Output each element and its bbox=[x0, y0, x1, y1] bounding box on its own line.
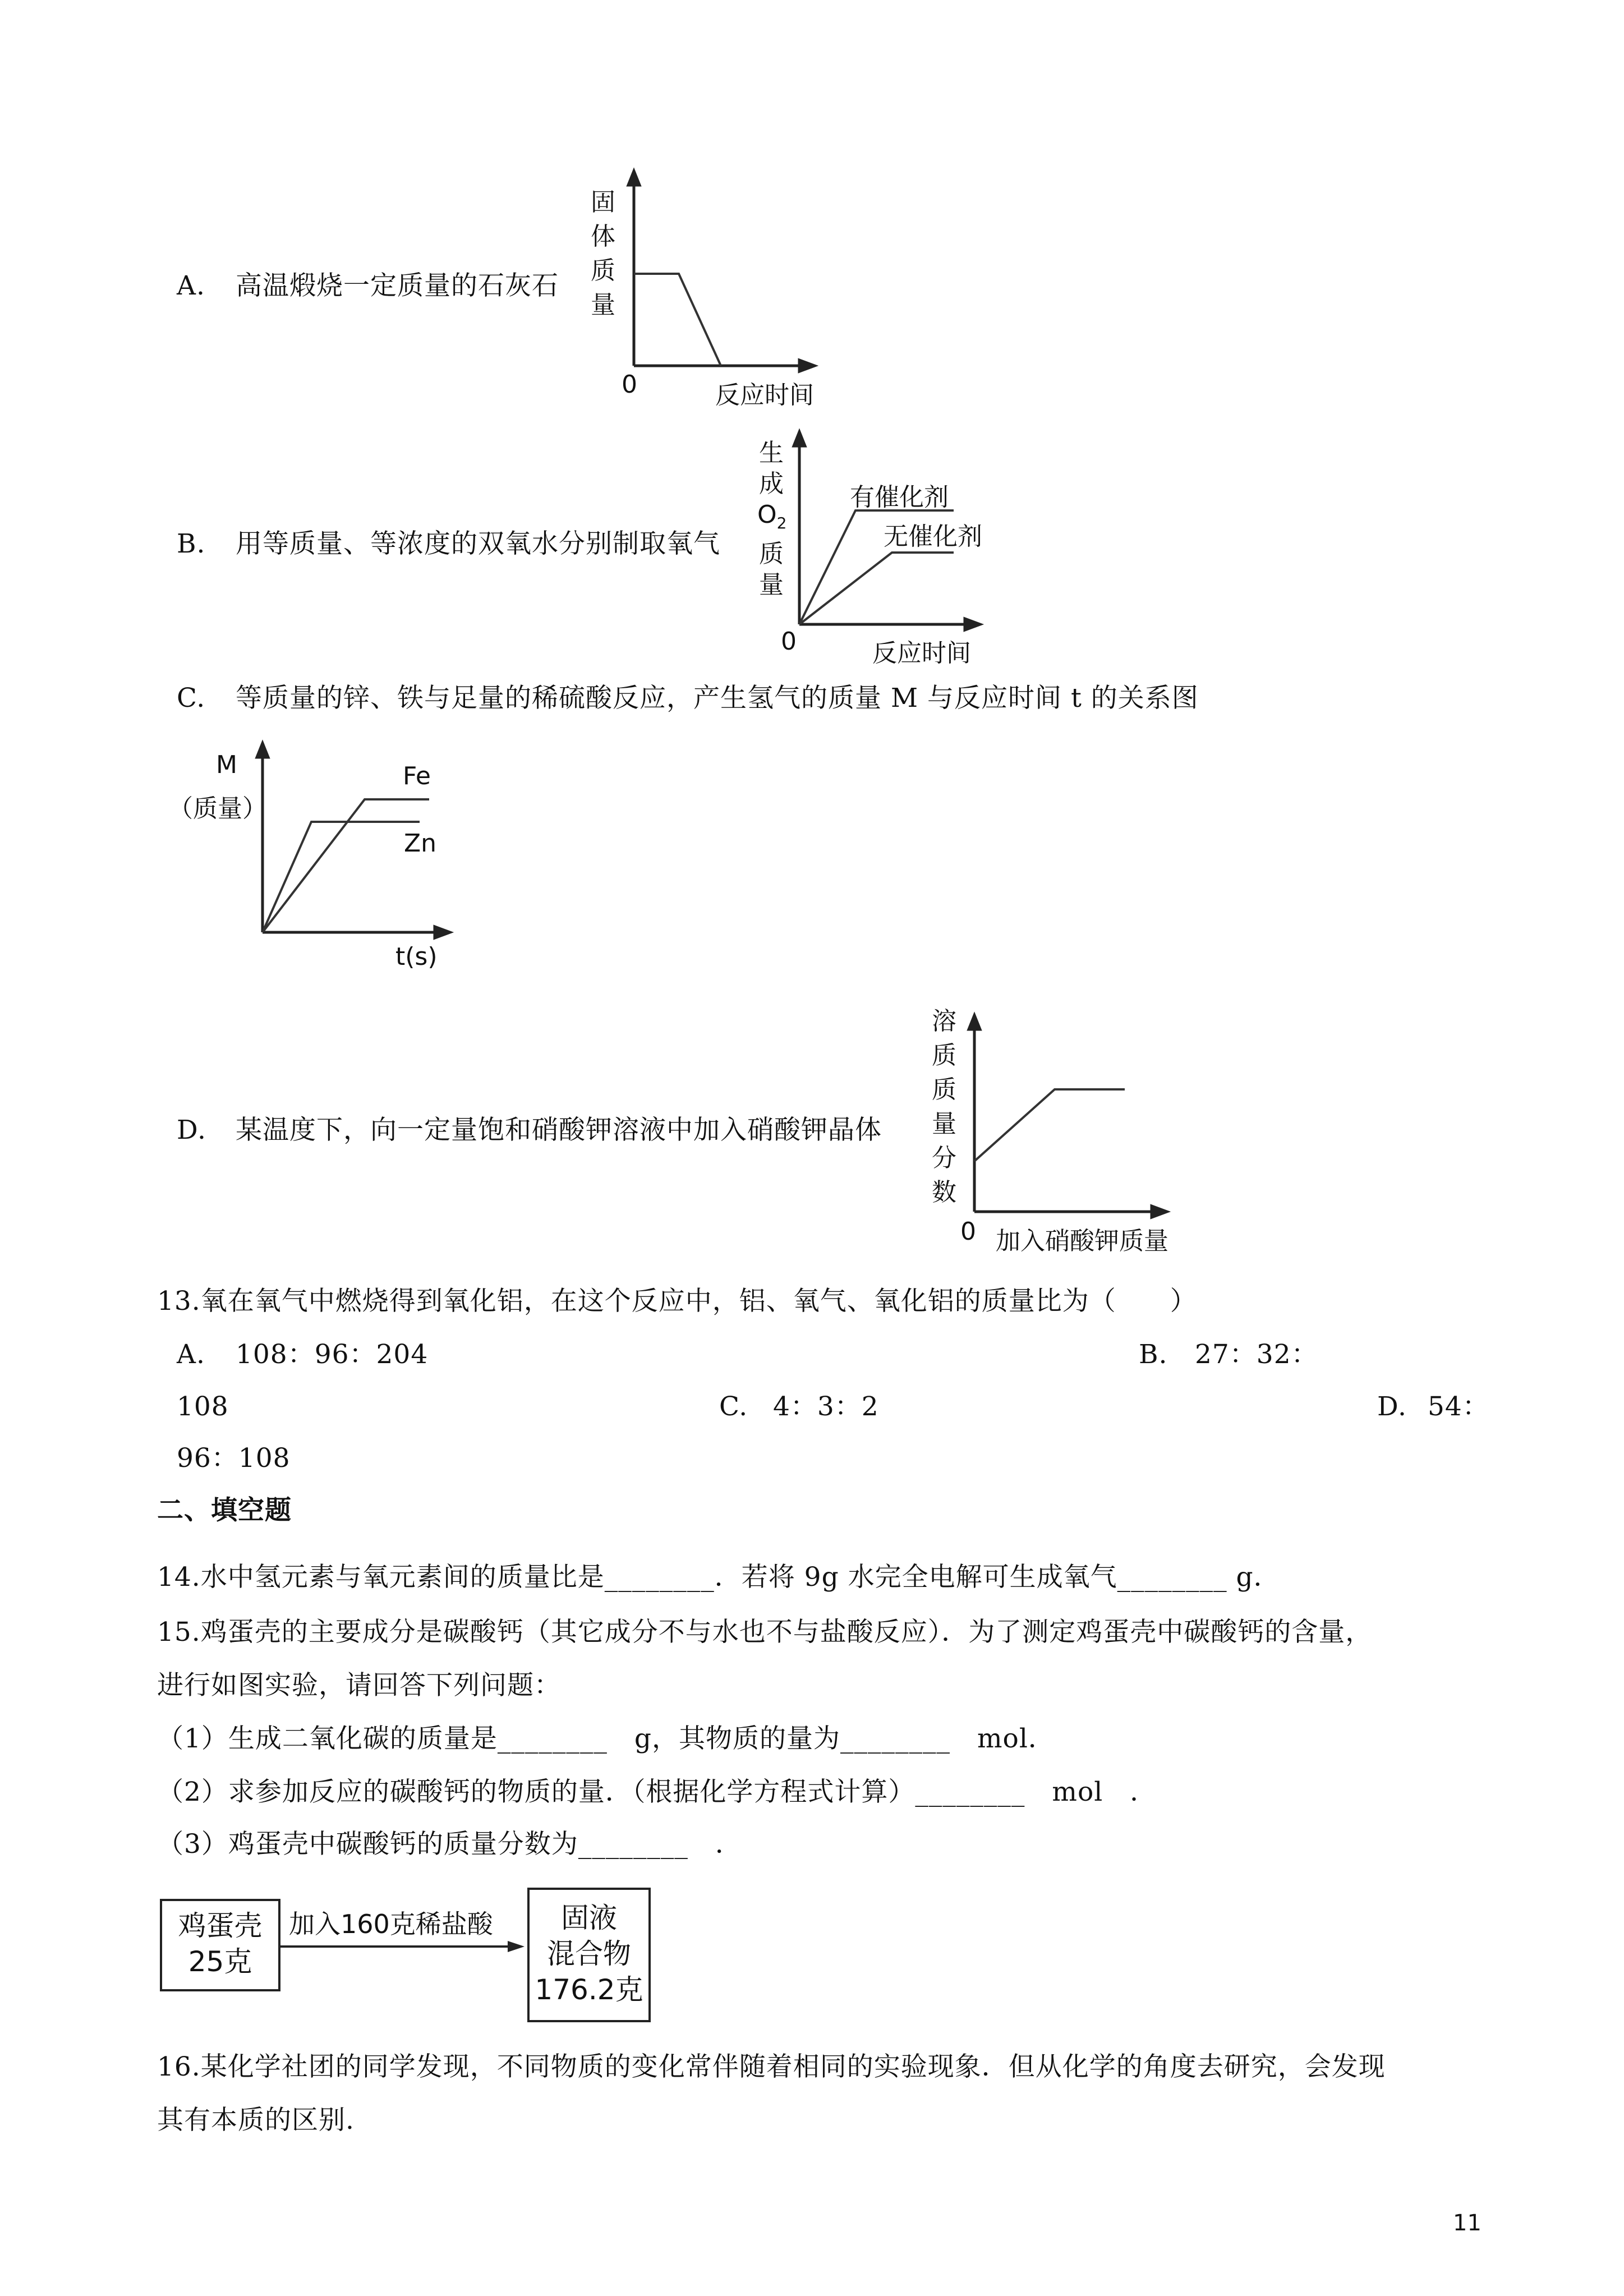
option-c-text: 等质量的锌、铁与足量的稀硫酸反应，产生氢气的质量 M 与反应时间 t 的关系图 bbox=[236, 683, 1199, 714]
chart-a-xlabel: 反应时间 bbox=[715, 381, 814, 409]
chart-d-x-arrow bbox=[1152, 1206, 1167, 1217]
chart-a-x-arrow bbox=[799, 360, 815, 371]
chart-a-origin: 0 bbox=[622, 370, 637, 399]
option-c-label: C. bbox=[177, 683, 206, 714]
q13-stem: 13.氧在氧气中燃烧得到氧化铝，在这个反应中，铝、氧气、氧化铝的质量比为（ ） bbox=[157, 1286, 1197, 1317]
q13-option-a-text: 108：96：204 bbox=[236, 1339, 429, 1370]
q15-sub-3: （3）鸡蛋壳中碳酸钙的质量分数为________ ． bbox=[157, 1829, 742, 1860]
q13-option-d-label: D. bbox=[1377, 1391, 1407, 1422]
q15-sub-2: （2）求参加反应的碳酸钙的物质的量．（根据化学方程式计算）________ mol ． bbox=[157, 1777, 1157, 1807]
diagram-box-mixture-line-2: 混合物 bbox=[547, 1938, 631, 1970]
q14-text: 14.水中氢元素与氧元素间的质量比是________．若将 9g 水完全电解可生成氧气________ g． bbox=[157, 1562, 1281, 1593]
chart-b-xlabel: 反应时间 bbox=[872, 639, 971, 668]
chart-c-legend-fe: Fe bbox=[403, 762, 431, 790]
diagram-box-eggshell bbox=[160, 1899, 280, 1991]
section-heading: 二、填空题 bbox=[157, 1495, 292, 1526]
q16-line-2: 其有本质的区别. bbox=[157, 2105, 355, 2136]
q13-option-c-text: 4：3：2 bbox=[773, 1391, 879, 1422]
option-a-label: A. bbox=[177, 270, 205, 301]
q13-option-b-label: B. bbox=[1139, 1339, 1168, 1370]
chart-c-series-zn bbox=[263, 822, 420, 932]
diagram-arrow bbox=[0, 0, 1, 1]
q15-line-1: 15.鸡蛋壳的主要成分是碳酸钙（其它成分不与水也不与盐酸反应）．为了测定鸡蛋壳中碳酸钙的含量， bbox=[157, 1617, 1373, 1648]
diagram-box-mixture-line-3: 176.2克 bbox=[535, 1973, 643, 2006]
q16-line-1: 16.某化学社团的同学发现，不同物质的变化常伴随着相同的实验现象．但从化学的角度去研究，会发现 bbox=[157, 2051, 1386, 2082]
chart-c-legend-zn: Zn bbox=[404, 829, 437, 858]
diagram-box-eggshell-line-2: 25克 bbox=[188, 1945, 252, 1978]
chart-d-y-arrow bbox=[969, 1015, 980, 1029]
page-number: 11 bbox=[1453, 2210, 1482, 2236]
q13-option-b-text-2: 108 bbox=[177, 1391, 229, 1422]
option-d-label: D. bbox=[177, 1115, 206, 1145]
diagram-arrow-label: 加入160克稀盐酸 bbox=[289, 1909, 493, 1939]
chart-b-origin: 0 bbox=[781, 627, 797, 656]
chart-c-xlabel: t(s) bbox=[395, 942, 438, 971]
option-b-text: 用等质量、等浓度的双氧水分别制取氧气 bbox=[236, 528, 720, 559]
q13-option-a-label: A. bbox=[177, 1339, 205, 1370]
q15-line-2: 进行如图实验，请回答下列问题： bbox=[157, 1670, 561, 1701]
chart-b-legend-catalyst: 有催化剂 bbox=[850, 483, 949, 512]
chart-b-series-no-catalyst bbox=[799, 553, 954, 624]
chart-c-y-arrow bbox=[257, 743, 268, 757]
q13-option-d-text-1: 54： bbox=[1428, 1391, 1489, 1422]
option-d-text: 某温度下，向一定量饱和硝酸钾溶液中加入硝酸钾晶体 bbox=[236, 1115, 882, 1145]
diagram-box-mixture bbox=[527, 1888, 651, 2022]
chart-c-x-arrow bbox=[435, 927, 450, 938]
chart-a-ylabel: 固体质量 bbox=[591, 188, 615, 319]
chart-a-y-arrow bbox=[628, 171, 640, 185]
chart-c-series-fe bbox=[263, 799, 429, 932]
chart-b-legend-no-catalyst: 无催化剂 bbox=[884, 522, 982, 551]
diagram-box-eggshell-line-1: 鸡蛋壳 bbox=[178, 1910, 263, 1942]
option-a-text: 高温煅烧一定质量的石灰石 bbox=[236, 270, 559, 301]
chart-d-ylabel: 溶质质量分数 bbox=[932, 1007, 956, 1207]
chart-d-line bbox=[974, 1089, 1125, 1161]
chart-c-ylabel-2: （质量） bbox=[168, 794, 267, 823]
chart-d-origin: 0 bbox=[960, 1217, 976, 1246]
q13-option-d-text-2: 96：108 bbox=[177, 1443, 291, 1474]
chart-b-y-arrow bbox=[794, 432, 805, 446]
chart-b-x-arrow bbox=[965, 619, 980, 630]
diagram-box-mixture-line-1: 固液 bbox=[561, 1902, 617, 1934]
chart-c-ylabel-1: M bbox=[216, 751, 237, 779]
chart-b-ylabel: 生 成 $O_2$ 质 量 bbox=[757, 439, 787, 599]
chart-a-line bbox=[634, 274, 721, 366]
option-b-label: B. bbox=[177, 528, 206, 559]
q15-sub-1: （1）生成二氧化碳的质量是________ g，其物质的量为________ mol． bbox=[157, 1723, 1055, 1754]
q13-option-b-text-1: 27：32： bbox=[1195, 1339, 1318, 1370]
chart-d-xlabel: 加入硝酸钾质量 bbox=[996, 1227, 1168, 1255]
q13-option-c-label: C. bbox=[719, 1391, 748, 1422]
